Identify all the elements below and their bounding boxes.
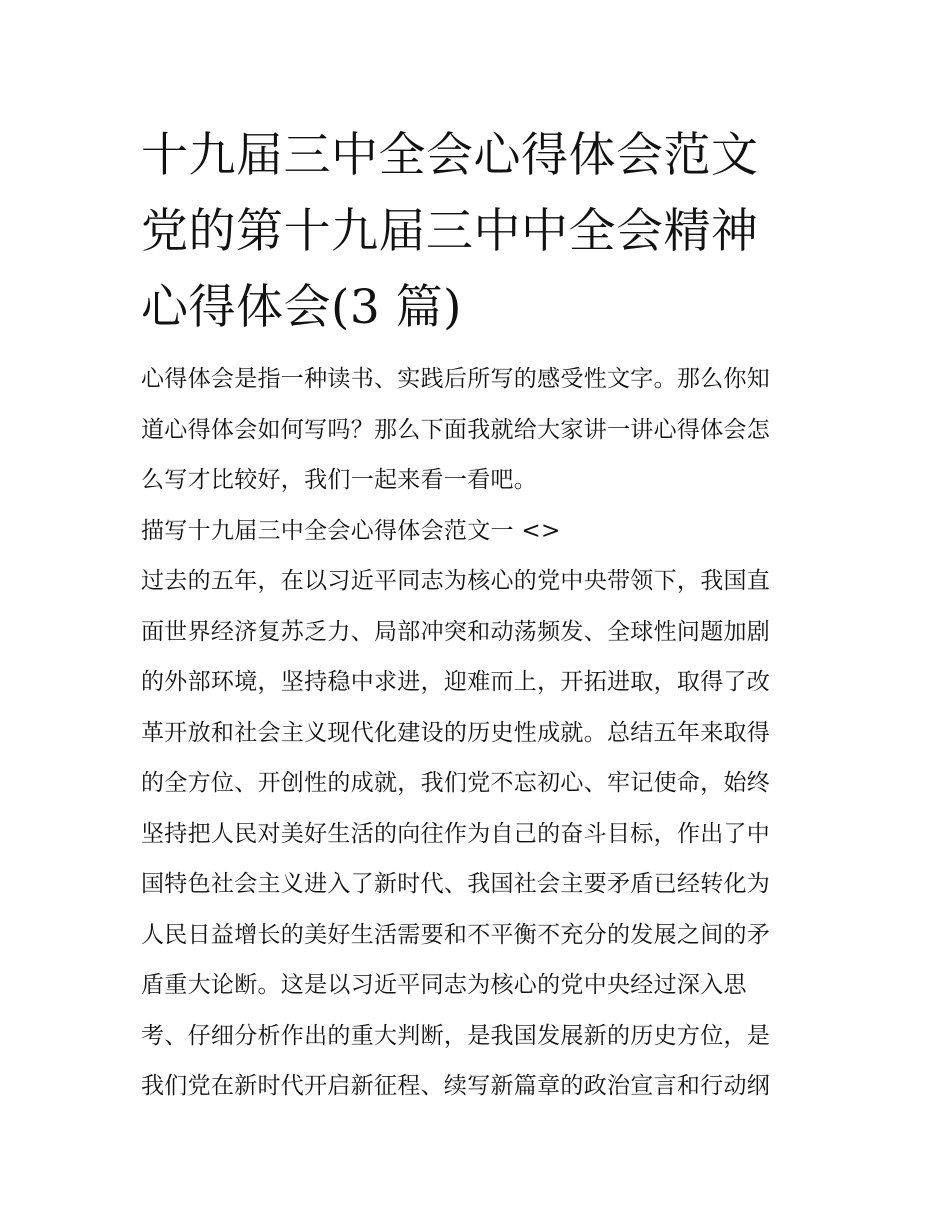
document-body bbox=[141, 354, 813, 1112]
body-line: 的外部环境，坚持稳中求进，迎难而上，开拓进取，取得了改 bbox=[141, 669, 771, 695]
body-line: 盾重大论断。这是以习近平同志为核心的党中央经过深入思 bbox=[141, 972, 747, 998]
section-heading: 描写十九届三中全会心得体会范文一 <> bbox=[141, 517, 561, 544]
body-line: 革开放和社会主义现代化建设的历史性成就。总结五年来取得 bbox=[141, 719, 771, 746]
body-line: 面世界经济复苏乏力、局部冲突和动荡频发、全球性问题加剧 bbox=[141, 618, 771, 645]
body-line: 坚持把人民对美好生活的向往作为自己的奋斗目标，作出了中 bbox=[141, 820, 771, 847]
document-title bbox=[141, 118, 813, 346]
title-line: 心得体会(3 篇) bbox=[141, 280, 463, 335]
title-line: 十九届三中全会心得体会范文 bbox=[141, 128, 759, 183]
body-line: 我们党在新时代开启新征程、续写新篇章的政治宣言和行动纲 bbox=[141, 1073, 771, 1099]
title-line: 党的第十九届三中中全会精神 bbox=[141, 204, 759, 259]
body-line: 心得体会是指一种读书、实践后所写的感受性文字。那么你知 bbox=[141, 366, 771, 392]
body-line: 过去的五年，在以习近平同志为核心的党中央带领下，我国直 bbox=[141, 568, 771, 594]
body-line: 人民日益增长的美好生活需要和不平衡不充分的发展之间的矛 bbox=[141, 921, 771, 948]
body-line: 么写才比较好，我们一起来看一看吧。 bbox=[141, 467, 538, 493]
body-line: 国特色社会主义进入了新时代、我国社会主要矛盾已经转化为 bbox=[141, 871, 771, 897]
body-line: 的全方位、开创性的成就，我们党不忘初心、牢记使命，始终 bbox=[141, 770, 771, 796]
body-line: 道心得体会如何写吗？那么下面我就给大家讲一讲心得体会怎 bbox=[141, 416, 771, 443]
body-line: 考、仔细分析作出的重大判断，是我国发展新的历史方位，是 bbox=[141, 1022, 771, 1049]
